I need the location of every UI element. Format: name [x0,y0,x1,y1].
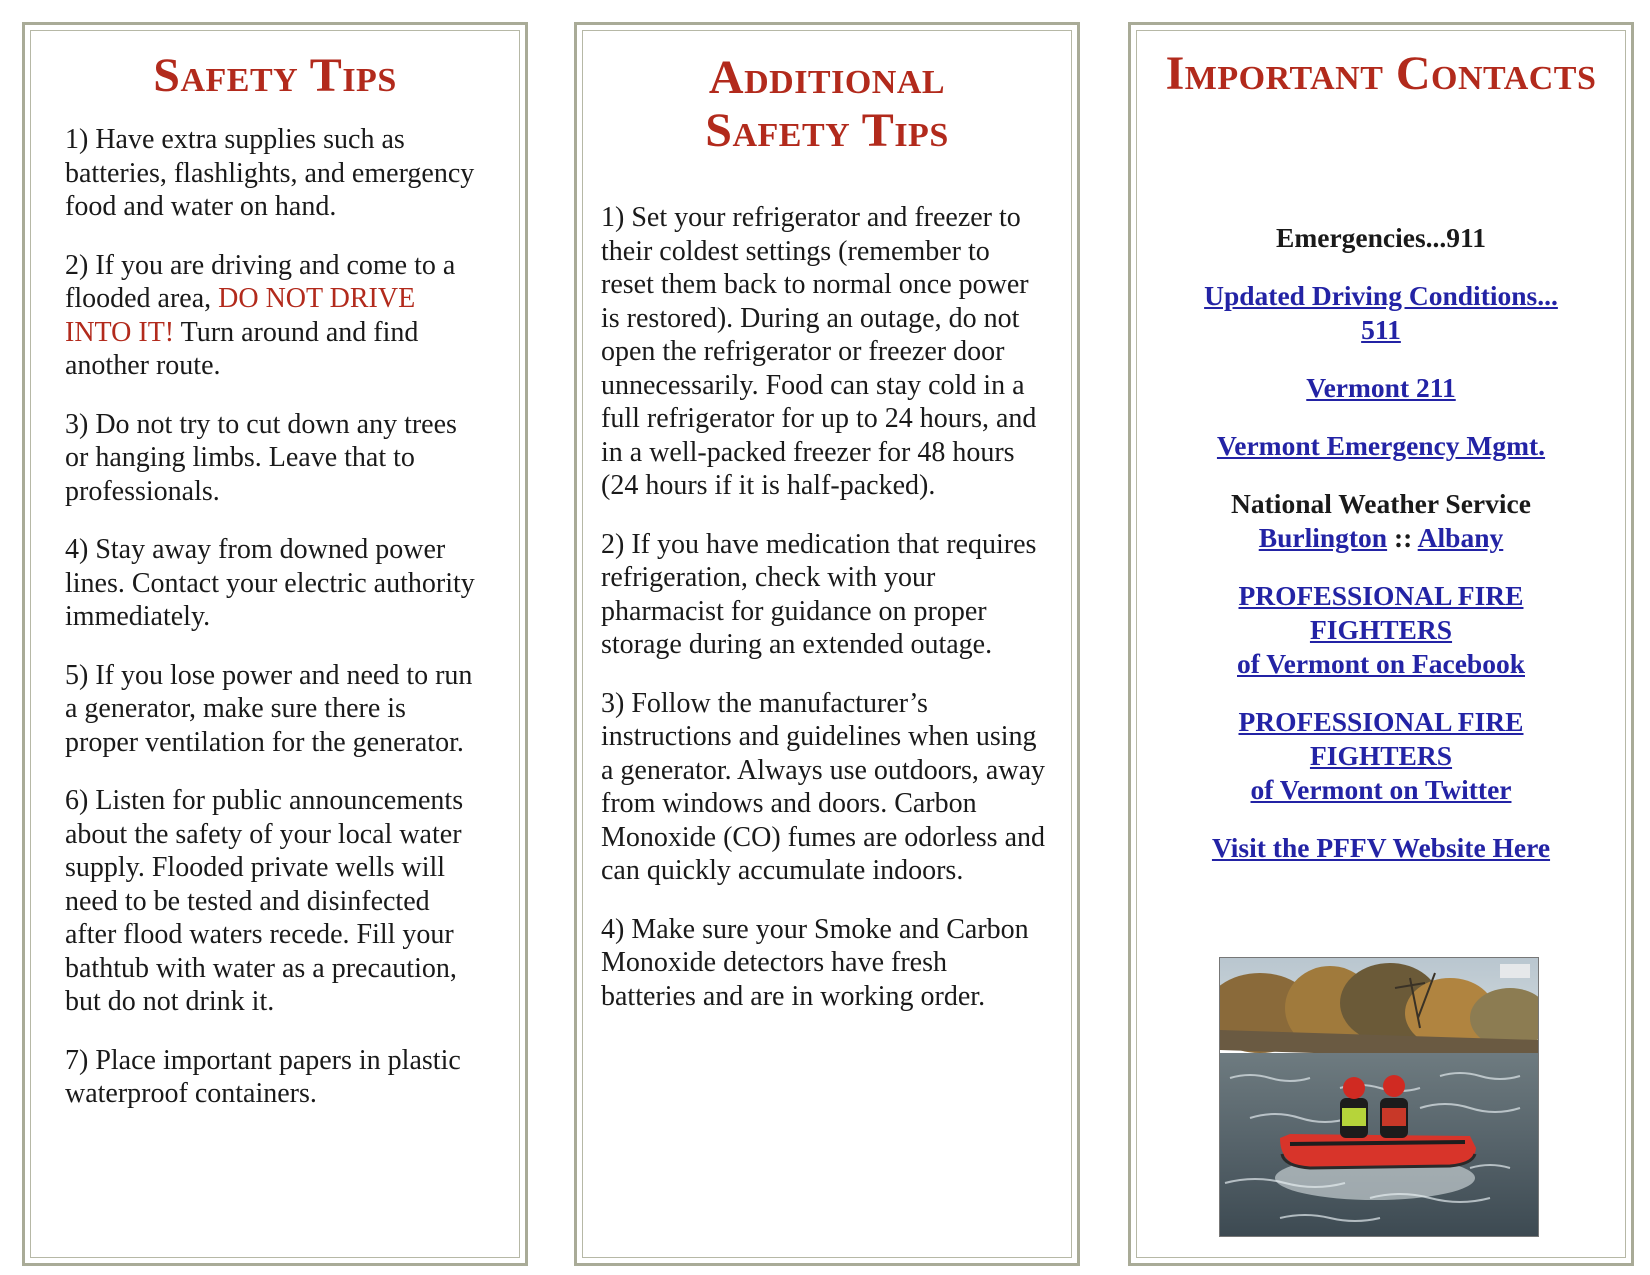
tips-list [65,123,485,1136]
rescue-boat-photo [1219,957,1539,1237]
vermont-211-link[interactable]: Vermont 211 [1306,372,1456,403]
pffv-website-link[interactable]: Visit the PFFV Website Here [1211,832,1551,863]
safety-tips-panel [22,22,528,1266]
link-text: FIGHTERS [1309,614,1453,645]
panel-frame [30,30,520,1258]
link-text: PROFESSIONAL FIRE [1238,580,1524,611]
tip-2: 2) If you have medication that requires refrigeration, check with your pharmacist for guidance on proper storage during an extended outage. [601,528,1037,660]
tip-7: 7) Place important papers in plastic waterproof containers. [65,1044,461,1109]
tip-3: 3) Follow the manufacturer’s instructions and guidelines when using a generator. Always use outdoors, away from windows and doors. Carbon Monoxide (CO) fumes are odorless and can quickly accumulate indoors. [601,687,1046,886]
tip-3: 3) Do not try to cut down any trees or hanging limbs. Leave that to professionals. [65,408,457,507]
weather-service-label: National Weather Service [1231,488,1531,519]
link-text: PROFESSIONAL FIRE [1238,706,1524,737]
driving-conditions-link[interactable] [1204,280,1558,345]
burlington-link[interactable]: Burlington [1258,522,1388,553]
panel-title: Safety Tips [153,49,397,102]
panel-frame [1136,30,1626,1258]
contacts-list [1137,221,1625,889]
tips-list [601,201,1046,1038]
link-text: of Vermont on Facebook [1237,648,1525,679]
tip-5: 5) If you lose power and need to run a generator, make sure there is proper ventilation for the generator. [65,659,473,758]
tip-2-text: 2) If you are driving and come to a flooded area, [65,249,456,314]
albany-link[interactable]: Albany [1417,522,1504,553]
tip-1: 1) Set your refrigerator and freezer to their coldest settings (remember to reset them back to normal once power is restored). During an outage, do not open the refrigerator or freezer door unnecessarily. Food can stay cold in a full refrigerator for up to 24 hours, and in a well-packed freezer for 48 hours (24 hours if it is half-packed). [601,202,1037,501]
tip-2 [65,249,485,383]
vermont-211-item [1137,371,1625,405]
tip-2-text-end: Turn around and find another route. [65,316,419,381]
tip-4: 4) Make sure your Smoke and Carbon Monoxide detectors have fresh batteries and are in working order. [601,913,1029,1012]
rescue-boat-image [1220,958,1538,1236]
driving-conditions-item [1137,279,1625,347]
tip-1: 1) Have extra supplies such as batteries, flashlights, and emergency food and water on hand. [65,124,475,222]
vermont-emergency-mgmt-item [1137,429,1625,463]
emergencies-line: Emergencies...911 [1275,222,1487,253]
link-separator: :: [1393,522,1413,553]
link-text: of Vermont on Twitter [1250,774,1512,805]
panel-title: Additional Safety Tips [705,51,949,157]
vermont-emergency-mgmt-link[interactable]: Vermont Emergency Mgmt. [1216,430,1546,461]
tip-2-warning: DO NOT DRIVE INTO IT! [65,283,416,348]
panel-title: Important Contacts [1165,47,1597,100]
facebook-item [1137,579,1625,681]
website-item [1137,831,1625,865]
link-text: FIGHTERS [1309,740,1453,771]
pffv-facebook-link[interactable] [1237,580,1525,679]
link-text: 511 [1361,314,1401,345]
panel-frame [582,30,1072,1258]
important-contacts-panel [1128,22,1634,1266]
weather-service-item [1137,487,1625,555]
tip-4: 4) Stay away from downed power lines. Contact your electric authority immediately. [65,534,475,632]
additional-safety-tips-panel [574,22,1080,1266]
tip-6: 6) Listen for public announcements about the safety of your local water supply. Flooded private wells will need to be tested and disinfected after flood waters recede. Fill your bathtub with water as a precaution, but do not drink it. [65,785,464,1017]
pffv-twitter-link[interactable] [1239,706,1524,805]
twitter-item [1137,705,1625,807]
link-text: Updated Driving Conditions... [1204,280,1558,311]
